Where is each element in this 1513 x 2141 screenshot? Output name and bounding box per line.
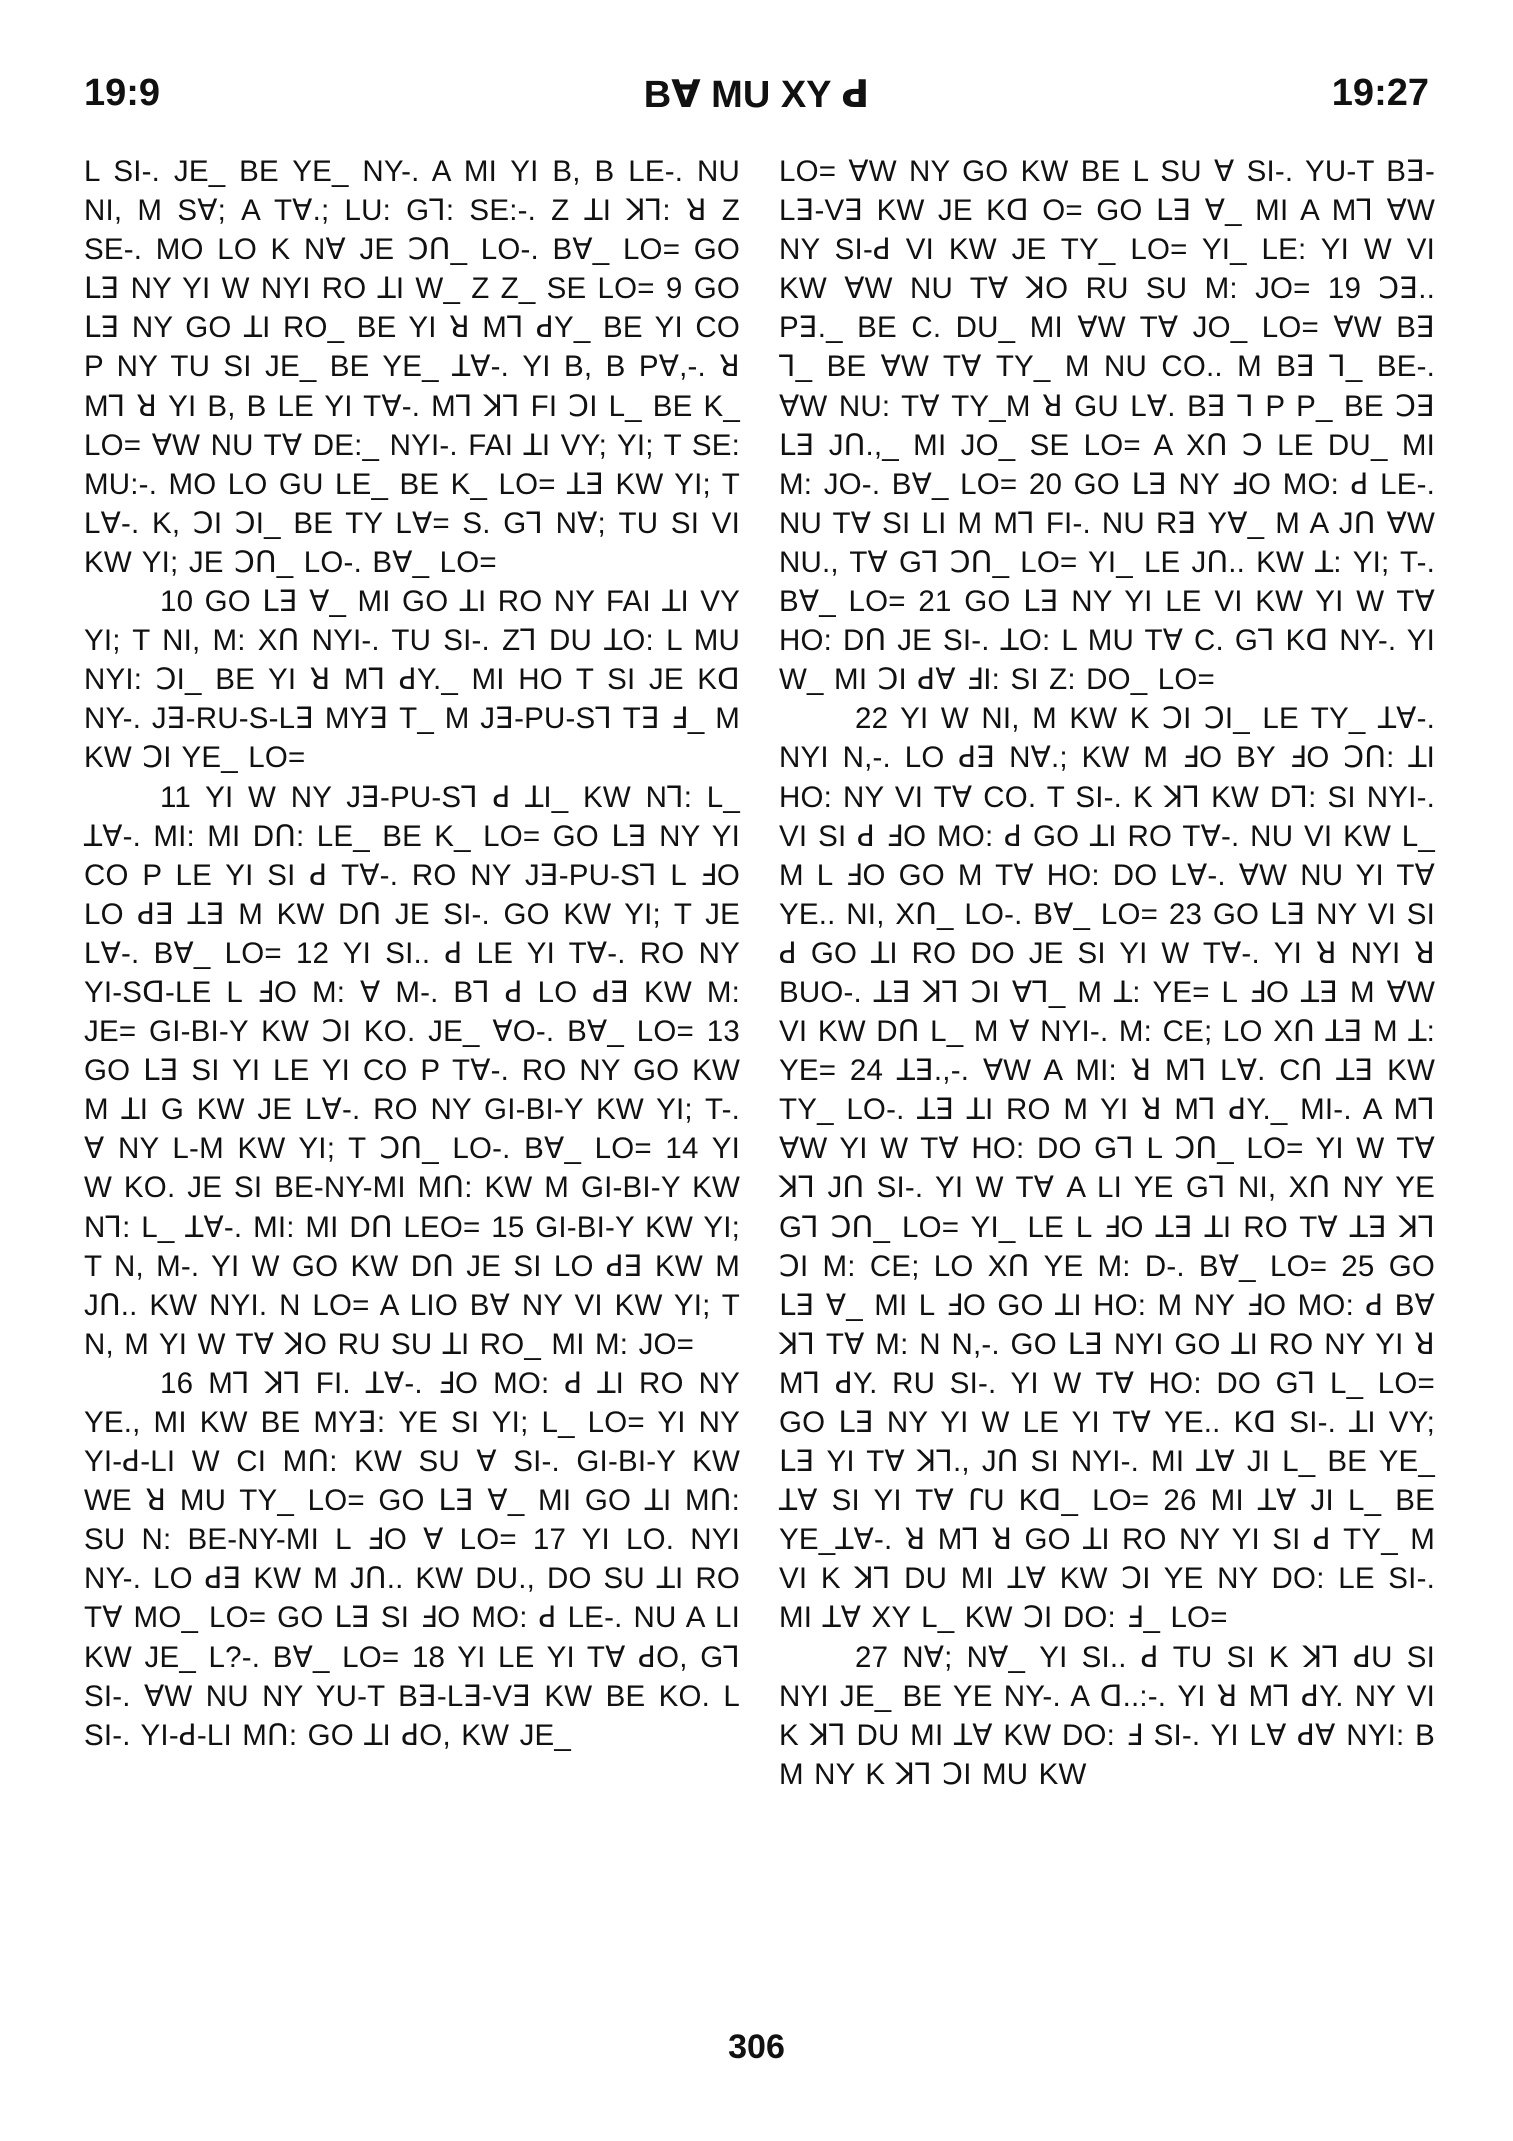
paragraph: L SI-. JE_ BE YE_ NY-. A MI YI B, B LE-. NU NI, M Sꓯ; A Tꓯ.; LU: Gꓶ: SE:-. Z ꓕI ꓘꓶ: ꓤ Z SE-. MO LO K Nꓯ JE ꓛꓵ_ LO-. Bꓯ_ LO= GO ꓡꓱ NY YI W NYI RO ꓕI W_ Z Z_ SE LO= 9 GO ꓡꓱ NY GO ꓕI RO_ BE YI ꓤ Mꓶ ꓒY_ BE YI CO P NY TU SI JE_ BE YE_ ꓕꓯ-. YI B, B Pꓯ,-. ꓤ Mꓶ ꓤ YI B, B LE YI Tꓯ-. Mꓶ ꓘꓶ FI ꓛI L_ BE K_ LO= ꓯW NU Tꓯ DE:_ NYI-. FAI ꓕI VY; YI; T SE: MU:-. MO LO GU LE_ BE K_ LO= ꓕꓱ KW YI; T Lꓯ-. K, ꓛI ꓛI_ BE TY Lꓯ= S. Gꓶ Nꓯ; TU SI VI KW YI; JE ꓛꓵ_ LO-. Bꓯ_ LO= [84, 155, 740, 579]
page-header [84, 72, 1429, 132]
paragraph: 10 GO ꓡꓱ ꓯ_ MI GO ꓕI RO NY FAI ꓕI VY YI; T NI, M: Xꓵ NYI-. TU SI-. Zꓶ DU ꓕO: L MU NYI: ꓛI_ BE YI ꓤ Mꓶ ꓒY._ MI HO T SI JE Kꓷ NY-. Jꓱ-RU-S-Lꓱ MYꓱ T_ M Jꓱ-PU-Sꓶ Tꓱ ꓞ_ M KW ꓛI YE_ LO= [84, 585, 740, 775]
book-title: Bꓯ MU XY ꓒ [643, 74, 870, 116]
paragraph: LO= ꓯW NY GO KW BE L SU ꓯ SI-. YU-T Bꓱ-Lꓱ-Vꓱ KW JE Kꓷ O= GO ꓡꓱ ꓯ_ MI A Mꓶ ꓯW NY SI-ꓒ VI KW JE TY_ LO= YI_ LE: YI W VI KW ꓯW NU Tꓯ ꓘO RU SU M: JO= 19 ꓛꓱ.. Pꓱ._ BE C. DU_ MI ꓯW Tꓯ JO_ LO= ꓯW Bꓱ ꓶ_ BE ꓯW Tꓯ TY_ M NU CO.. M Bꓱ ꓶ_ BE-. ꓯW NU: Tꓯ TY_M ꓤ GU Lꓯ. Bꓱ ꓶ P P_ BE ꓛꓱ ꓡꓱ Jꓵ.,_ MI JO_ SE LO= A Xꓵ ꓛ LE DU_ MI M: JO-. Bꓯ_ LO= 20 GO ꓡꓱ NY ꓞO MO: ꓒ LE-. NU Tꓯ SI LI M Mꓶ FI-. NU Rꓱ Yꓯ_ M A Jꓵ ꓯW NU., Tꓯ Gꓶ ꓛꓵ_ LO= YI_ LE Jꓵ.. KW ꓕ: YI; T-. Bꓯ_ LO= 21 GO ꓡꓱ NY YI LE VI KW YI W Tꓯ HO: Dꓵ JE SI-. ꓕO: L MU Tꓯ C. Gꓶ Kꓷ NY-. YI W_ MI ꓛI ꓒꓯ ꓞI: SI Z: DO_ LO= [779, 155, 1435, 697]
left-column [84, 152, 740, 1755]
paragraph: 27 Nꓯ; Nꓯ_ YI SI.. ꓒ TU SI K ꓘꓶ ꓒU SI NYI JE_ BE YE NY-. A ꓷ..:-. YI ꓤ Mꓶ ꓒY. NY VI K ꓘꓶ DU MI ꓕꓯ KW DO: ꓞ SI-. YI Lꓯ ꓒꓯ NYI: B M NY K ꓘꓶ ꓛI MU KW [779, 1640, 1435, 1791]
right-column [779, 152, 1435, 1794]
paragraph: 11 YI W NY Jꓱ-PU-Sꓶ ꓒ ꓕI_ KW Nꓶ: L_ ꓕꓯ-. MI: MI Dꓵ: LE_ BE K_ LO= GO ꓡꓱ NY YI CO P LE YI SI ꓒ Tꓯ-. RO NY Jꓱ-PU-Sꓶ L ꓞO LO ꓒꓱ ꓕꓱ M KW Dꓵ JE SI-. GO KW YI; T JE Lꓯ-. Bꓯ_ LO= 12 YI SI.. ꓒ LE YI Tꓯ-. RO NY YI-Sꓷ-LE L ꓞO M: ꓯ M-. Bꓶ ꓒ LO ꓒꓱ KW M: JE= GI-BI-Y KW ꓛI KO. JE_ ꓯO-. Bꓯ_ LO= 13 GO ꓡꓱ SI YI LE YI CO P Tꓯ-. RO NY GO KW M ꓕI G KW JE Lꓯ-. RO NY GI-BI-Y KW YI; T-. ꓯ NY L-M KW YI; T ꓛꓵ_ LO-. Bꓯ_ LO= 14 YI W KO. JE SI BE-NY-MI Mꓵ: KW M GI-BI-Y KW Nꓶ: L_ ꓕꓯ-. MI: MI Dꓵ LEO= 15 GI-BI-Y KW YI; T N, M-. YI W GO KW Dꓵ JE SI LO ꓒꓱ KW M Jꓵ.. KW NYI. N LO= A LIO Bꓯ NY VI KW YI; T N, M YI W Tꓯ ꓘO RU SU ꓕI RO_ MI M: JO= [84, 780, 740, 1361]
paragraph: 16 Mꓶ ꓘꓶ FI. ꓕꓯ-. ꓞO MO: ꓒ ꓕI RO NY YE., MI KW BE MYꓱ: YE SI YI; L_ LO= YI NY YI-ꓒ-LI W CI Mꓵ: KW SU ꓯ SI-. GI-BI-Y KW WE ꓤ MU TY_ LO= GO ꓡꓱ ꓯ_ MI GO ꓕI Mꓵ: SU N: BE-NY-MI L ꓞO ꓯ LO= 17 YI LO. NYI NY-. LO ꓒꓱ KW M Jꓵ.. KW DU., DO SU ꓕI RO Tꓯ MO_ LO= GO ꓡꓱ SI ꓞO MO: ꓒ LE-. NU A LI KW JE_ L?-. Bꓯ_ LO= 18 YI LE YI Tꓯ ꓒO, Gꓶ SI-. ꓯW NU NY YU-T Bꓱ-Lꓱ-Vꓱ KW BE KO. L SI-. YI-ꓒ-LI Mꓵ: GO ꓕI ꓒO, KW JE_ [84, 1366, 740, 1752]
paragraph: 22 YI W NI, M KW K ꓛI ꓛI_ LE TY_ ꓕꓯ-. NYI N,-. LO ꓒꓱ Nꓯ.; KW M ꓞO BY ꓞO ꓛꓵ: ꓕI HO: NY VI Tꓯ CO. T SI-. K ꓘꓶ KW Dꓶ: SI NYI-. VI SI ꓒ ꓞO MO: ꓒ GO ꓕI RO Tꓯ-. NU VI KW L_ M L ꓞO GO M Tꓯ HO: DO Lꓯ-. ꓯW NU YI Tꓯ YE.. NI, Xꓵ_ LO-. Bꓯ_ LO= 23 GO ꓡꓱ NY VI SI ꓒ GO ꓕI RO DO JE SI YI W Tꓯ-. YI ꓤ NYI ꓤ BUO-. ꓕꓱ ꓘꓶ ꓛI ꓯꓶ_ M ꓕ: YE= L ꓞO ꓕꓱ M ꓯW VI KW Dꓵ L_ M ꓯ NYI-. M: CE; LO Xꓵ ꓕꓱ M ꓕ: YE= 24 ꓕꓱ.,-. ꓯW A MI: ꓤ Mꓶ Lꓯ. Cꓵ ꓕꓱ KW TY_ LO-. ꓕꓱ ꓕI RO M YI ꓤ Mꓶ ꓒY._ MI-. A Mꓶ ꓯW YI W Tꓯ HO: DO Gꓶ L ꓛꓵ_ LO= YI W Tꓯ ꓘꓶ Jꓵ SI-. YI W Tꓯ A LI YE Gꓶ NI, Xꓵ NY YE Gꓶ ꓛꓵ_ LO= YI_ LE L ꓞO ꓕꓱ ꓕI RO Tꓯ ꓕꓱ ꓘꓶ ꓛI M: CE; LO Xꓵ YE M: D-. Bꓯ_ LO= 25 GO ꓡꓱ ꓯ_ MI L ꓞO GO ꓕI HO: M NY ꓞO MO: ꓒ Bꓯ ꓘꓶ Tꓯ M: N N,-. GO ꓡꓱ NYI GO ꓕI RO NY YI ꓤ Mꓶ ꓒY. RU SI-. YI W Tꓯ HO: DO Gꓶ L_ LO= GO ꓡꓱ NY YI W LE YI Tꓯ YE.. Kꓷ SI-. ꓕI VY; ꓡꓱ YI Tꓯ ꓘꓶ., Jꓵ SI NYI-. MI ꓕꓯ JI L_ BE YE_ ꓕꓯ SI YI Tꓯ ꓩU Kꓷ_ LO= 26 MI ꓕꓯ JI L_ BE YE_ꓕꓯ-. ꓤ Mꓶ ꓤ GO ꓕI RO NY YI SI ꓒ TY_ M VI K ꓘꓶ DU MI ꓕꓯ KW ꓛI YE NY DO: LE SI-. MI ꓕꓯ XY L_ KW ꓛI DO: ꓞ_ LO= [779, 702, 1435, 1635]
page-number: 306 [728, 2028, 785, 2066]
chapter-verse-start: 19:9 [84, 72, 161, 114]
chapter-verse-end: 19:27 [1331, 72, 1429, 114]
